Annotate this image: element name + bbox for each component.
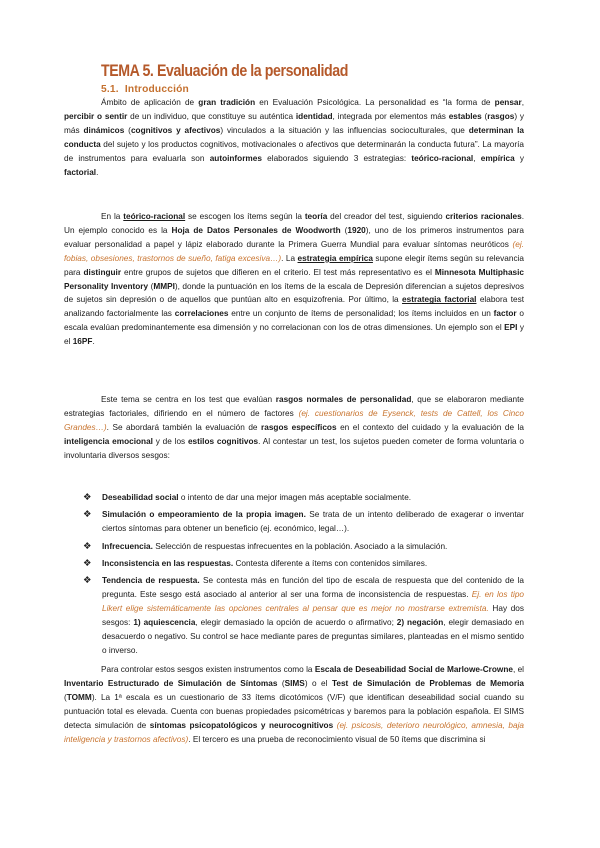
paragraph-strategies: En la teórico-racional se escogen los ítems según la teoría del creador del test, siguiendo criterios racionales. Un ejemplo conocido es la Hoja de Datos Personales de Woodworth (1920), uno de los primeros instrumentos para evaluar personalidad a papel y lápiz elaborado durante la Primera Guerra Mundial para evaluar síntomas neuróticos (ej. fobias, obsesiones, trastornos de sueño, fatiga excesiva…). La estrategia empírica supone elegir ítems según su relevancia para distinguir entre grupos de sujetos que difieren en el criterio. El test más representativo es el Minnesota Multiphasic Personality Inventory (MMPI), donde la puntuación en los ítems de la escala de Depresión diferencian a sujetos depresivos de sujetos sin depresión o de aquellos que puntúan alto en esquizofrenia. Por último, la estrategia factorial elabora test analizando factorialmente las correlaciones entre un conjunto de ítems de personalidad; los ítems incluidos en un factor o escala evalúan predominantemente esa dimensión y no correlacionan con los de otras dimensiones. Un ejemplo son el EPI y el 16PF. [64,212,525,347]
document-title: TEMA 5. Evaluación de la personalidad [101,62,348,80]
paragraph-instruments: Para controlar estos sesgos existen instrumentos como la Escala de Deseabilidad Social de Marlowe-Crowne, el Inventario Estructurado de Simulación de Síntomas (SIMS) o el Test de Simulación de Problemas de Memoria (TOMM). La 1ª escala es un cuestionario de 33 ítems dicotómicos (V/F) que identifican deseabilidad social cuando su puntuación total es elevada. Cuenta con buenas propiedades psicométricas y baremos para la población española. El SIMS detecta simulación de síntomas psicopatológicos y neurocognitivos (ej. psicosis, deterioro neurológico, amnesia, baja inteligencia y trastornos afectivos). El tercero es una prueba de reconocimiento visual de 50 ítems que discrimina si [64,665,525,744]
diamond-bullet-icon: ❖ [83,575,92,587]
diamond-bullet-icon: ❖ [83,492,92,503]
list-item: ❖ Tendencia de respuesta. Se contesta más en función del tipo de escala de respuesta que del contenido de la pregunta. Este sesgo está asociado al anterior al ser una forma de inconsistencia de respuestas. Ej. en los tipo Likert elige sistemáticamente las opciones centrales al pensar que es mejor no mostrarse extremista. Hay dos sesgos: 1) aquiescencia, elegir demasiado la opción de acuerdo o afirmativo; 2) negación, elegir demasiado en desacuerdo o negativo. Su control se hace mediante pares de preguntas similares, planteadas en el mismo sentido o inverso. [83,575,524,655]
section-label: Introducción [124,84,189,95]
paragraph-intro: Ámbito de aplicación de gran tradición en Evaluación Psicológica. La personalidad es “la forma de pensar, percibir o sentir de un individuo, que constituye su auténtica identidad, integrada por elementos más estables (rasgos) y más dinámicos (cognitivos y afectivos) vinculados a la situación y las influencias socioculturales, que determinan la conducta del sujeto y los productos cognitivos, motivacionales o afectivos que determinarán la conducta futura”. La mayoría de instrumentos para evaluarla son autoinformes elaborados siguiendo 3 estrategias: teórico-racional, empírica y factorial. [64,98,525,177]
diamond-bullet-icon: ❖ [83,557,92,569]
list-item: ❖ Infrecuencia. Selección de respuestas infrecuentes en la población. Asociado a la simulación. [83,540,448,552]
diamond-bullet-icon: ❖ [83,540,92,552]
list-item: ❖ Simulación o empeoramiento de la propia imagen. Se trata de un intento deliberado de exagerar o inventar ciertos síntomas para obtener un beneficio (ej. económico, legal…). [83,509,524,534]
section-heading [101,84,189,95]
bias-list [80,491,524,661]
paragraph-biases-intro: Este tema se centra en los test que evalúan rasgos normales de personalidad, que se elaboraron mediante estrategias factoriales, difiriendo en el número de factores (ej. cuestionarios de Eysenck, tests de Cattell, los Cinco Grandes…). Se abordará también la evaluación de rasgos específicos en el contexto del cuidado y la evaluación de la inteligencia emocional y de los estilos cognitivos. Al contestar un test, los sujetos pueden cometer de forma voluntaria o involuntaria diversos sesgos: [64,395,524,460]
list-item: ❖ Inconsistencia en las respuestas. Contesta diferente a ítems con contenidos similares. [83,557,428,569]
list-item: ❖ Deseabilidad social o intento de dar una mejor imagen más aceptable socialmente. [83,492,412,503]
section-number: 5.1. [101,84,119,95]
diamond-bullet-icon: ❖ [83,509,92,521]
